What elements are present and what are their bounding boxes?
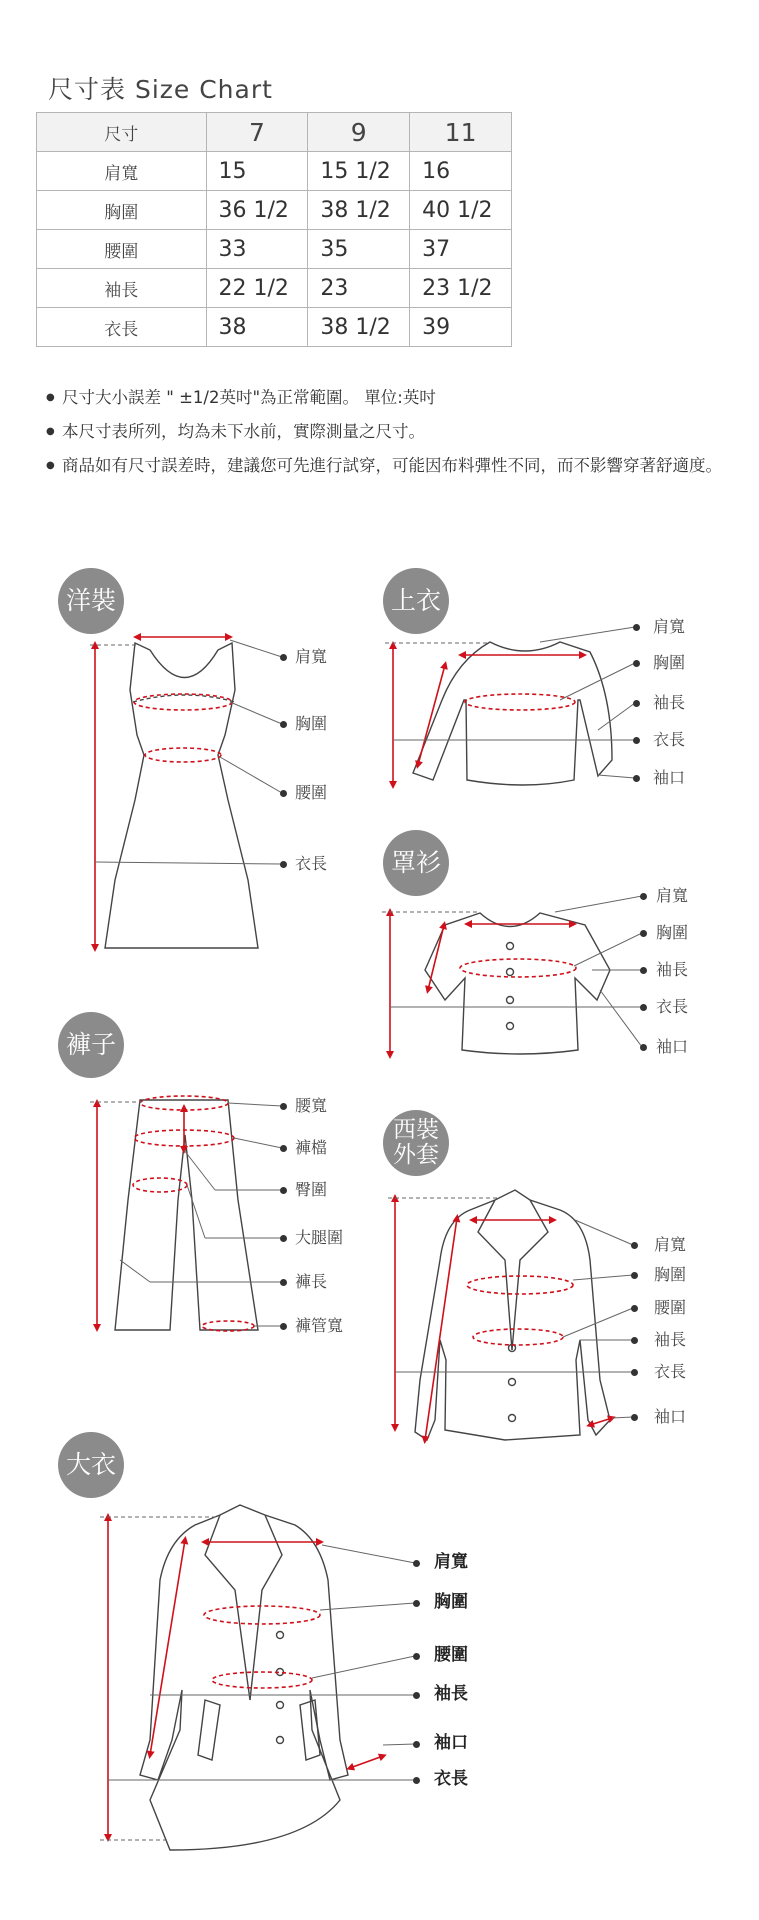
suit-badge-line: 外套 [393,1142,439,1168]
dress-label: 胸圍 [295,714,328,733]
bullet-dot [280,1323,287,1330]
bullet-dot [280,1235,287,1242]
table-cell: 35 [308,230,410,269]
page-title: 尺寸表 Size Chart [48,75,273,104]
bullet-dot [280,790,287,797]
bullet-dot [280,1103,287,1110]
top-label: 胸圍 [653,653,686,672]
pants-label: 褲管寬 [295,1316,344,1335]
table-header-cell: 11 [410,113,512,152]
suit-label: 腰圍 [654,1298,687,1317]
suit-label: 胸圍 [654,1265,687,1284]
suit-badge-line: 西裝 [393,1117,439,1143]
pants-label: 腰寬 [295,1096,328,1115]
bullet-dot [640,967,647,974]
coat-illustration [140,1505,348,1850]
bullet-dot [280,721,287,728]
bullet-dot [413,1777,420,1784]
dress-label: 衣長 [295,854,328,873]
table-cell: 38 1/2 [308,308,410,347]
row-label: 胸圍 [37,191,207,230]
note-item: ● 尺寸大小誤差 " ±1/2英吋"為正常範圍。 單位:英吋 [46,386,726,410]
bullet-dot [280,861,287,868]
row-label: 衣長 [37,308,207,347]
table-cell: 15 1/2 [308,152,410,191]
bullet-dot [640,893,647,900]
top-label: 袖長 [653,693,686,712]
coat-label: 衣長 [434,1769,468,1789]
table-cell: 15 [206,152,308,191]
suit-illustration [415,1190,610,1440]
table-cell: 23 [308,269,410,308]
bullet-dot [633,660,640,667]
coat-badge: 大衣 [58,1432,124,1498]
bullet-dot [413,1560,420,1567]
dress-label: 肩寬 [295,647,328,666]
bullet-dot [413,1600,420,1607]
coat-label: 袖口 [434,1733,468,1753]
blouse-badge: 罩衫 [383,830,449,896]
dress-badge: 洋裝 [58,568,124,634]
top-badge: 上衣 [383,568,449,634]
table-header-cell: 7 [206,113,308,152]
table-cell: 40 1/2 [410,191,512,230]
dress-illustration [105,643,258,948]
measurement-markers [95,637,612,1838]
suit-label: 肩寬 [654,1235,687,1254]
pants-label: 臀圍 [295,1180,328,1199]
table-header-cell: 9 [308,113,410,152]
table-cell: 33 [206,230,308,269]
bullet-dot [633,624,640,631]
note-item: ● 本尺寸表所列，均為未下水前，實際測量之尺寸。 [46,420,726,444]
coat-label: 胸圍 [434,1592,468,1612]
bullet-dot [631,1369,638,1376]
bullet-dot [413,1741,420,1748]
bullet-dot [631,1337,638,1344]
bullet-dot [413,1653,420,1660]
bullet-dot [280,1187,287,1194]
blouse-label: 衣長 [656,997,689,1016]
pants-badge: 褲子 [58,1012,124,1078]
bullet-dot [280,654,287,661]
table-cell: 22 1/2 [206,269,308,308]
suit-label: 袖長 [654,1330,687,1349]
bullet-dot [280,1145,287,1152]
bullet-dot [631,1242,638,1249]
note-item: ● 商品如有尺寸誤差時，建議您可先進行試穿，可能因布料彈性不同，而不影響穿著舒適度。 [46,454,726,478]
blouse-label: 肩寬 [656,886,689,905]
table-cell: 16 [410,152,512,191]
row-label: 腰圍 [37,230,207,269]
pants-illustration [115,1100,258,1330]
blouse-label: 胸圍 [656,923,689,942]
top-label: 肩寬 [653,617,686,636]
bullet-dot [640,1004,647,1011]
table-cell: 37 [410,230,512,269]
row-label: 袖長 [37,269,207,308]
bullet-dot [413,1692,420,1699]
bullet-dot [633,737,640,744]
bullet-dot [633,775,640,782]
bullet-dot [631,1305,638,1312]
bullet-dot [280,1279,287,1286]
table-cell: 36 1/2 [206,191,308,230]
coat-label: 袖長 [434,1684,468,1704]
table-cell: 23 1/2 [410,269,512,308]
pants-label: 褲長 [295,1272,328,1291]
top-label: 衣長 [653,730,686,749]
suit-badge [383,1110,449,1176]
pants-label: 褲檔 [295,1138,328,1157]
blouse-label: 袖口 [656,1037,689,1056]
coat-label: 肩寬 [434,1552,468,1572]
blouse-illustration [425,913,610,1054]
bullet-dot [631,1272,638,1279]
coat-label: 腰圍 [434,1645,468,1665]
bullet-dot [631,1414,638,1421]
row-label: 肩寬 [37,152,207,191]
suit-label: 袖口 [654,1407,687,1426]
top-illustration [413,642,612,785]
table-cell: 39 [410,308,512,347]
bullet-dot [633,700,640,707]
bullet-dot [640,930,647,937]
top-label: 袖口 [653,768,686,787]
suit-label: 衣長 [654,1362,687,1381]
dress-label: 腰圍 [295,783,328,802]
table-cell: 38 1/2 [308,191,410,230]
pants-label: 大腿圍 [295,1228,344,1247]
table-cell: 38 [206,308,308,347]
table-header-cell: 尺寸 [37,113,207,152]
bullet-dot [640,1044,647,1051]
blouse-label: 袖長 [656,960,689,979]
